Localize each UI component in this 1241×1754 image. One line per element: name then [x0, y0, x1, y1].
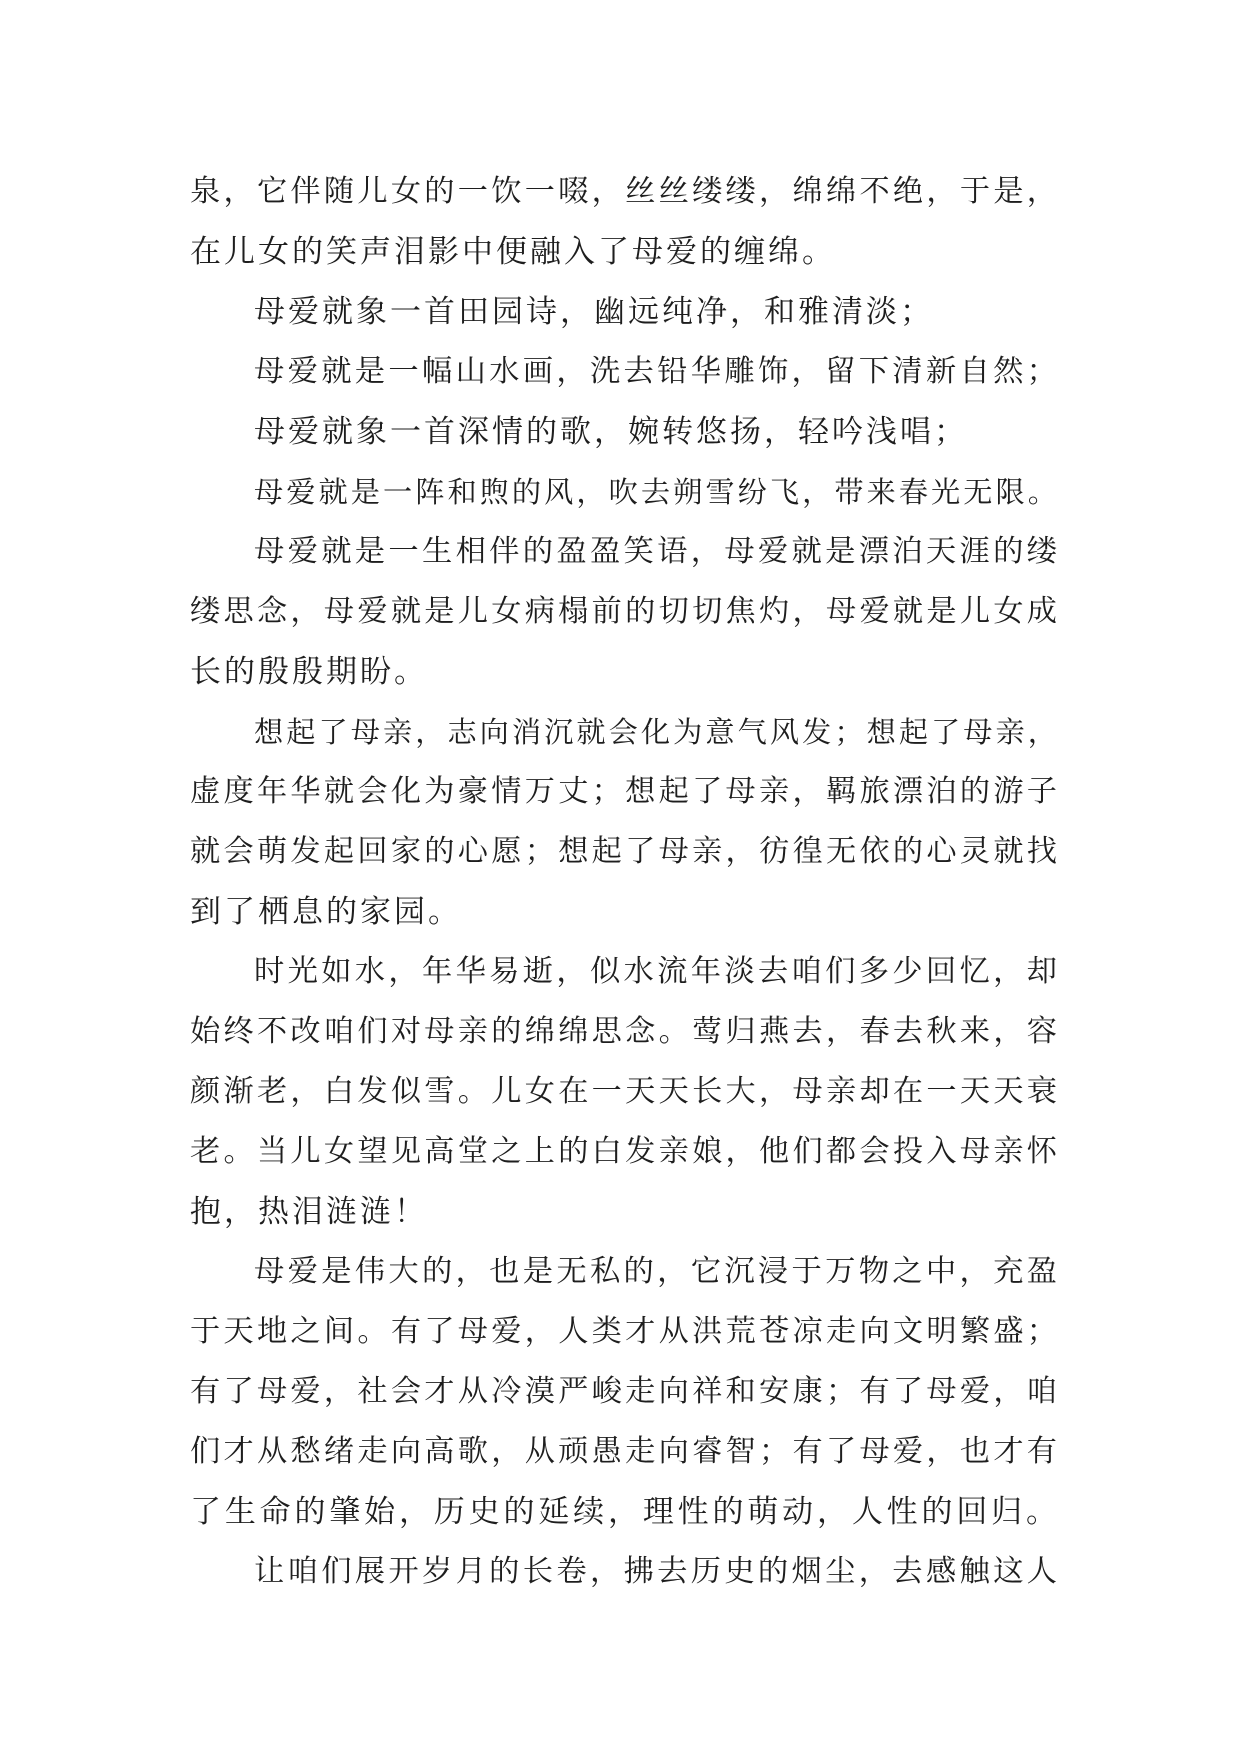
text-line: 有了母爱，社会才从冷漠严峻走向祥和安康；有了母爱，咱: [190, 1374, 1060, 1409]
text-line: 母爱就象一首田园诗，幽远纯净，和雅清淡；: [254, 294, 934, 330]
text-line: 就会萌发起回家的心愿；想起了母亲，彷徨无依的心灵就找: [190, 834, 1060, 869]
text-line: 想起了母亲，志向消沉就会化为意气风发；想起了母亲，: [254, 715, 1060, 749]
text-line: 抱，热泪涟涟！: [190, 1194, 428, 1230]
text-line: 母爱是伟大的，也是无私的，它沉浸于万物之中，充盈: [254, 1254, 1060, 1289]
text-line: 缕思念，母爱就是儿女病榻前的切切焦灼，母爱就是儿女成: [190, 594, 1060, 629]
text-line: 始终不改咱们对母亲的绵绵思念。莺归燕去，春去秋来，容: [190, 1014, 1060, 1049]
text-line: 让咱们展开岁月的长卷，拂去历史的烟尘，去感触这人: [254, 1554, 1060, 1589]
text-line: 泉，它伴随儿女的一饮一啜，丝丝缕缕，绵绵不绝，于是，: [190, 174, 1060, 209]
text-line: 了生命的肇始，历史的延续，理性的萌动，人性的回归。: [190, 1494, 1060, 1530]
text-line: 们才从愁绪走向高歌，从顽愚走向睿智；有了母爱，也才有: [190, 1434, 1060, 1469]
text-line: 母爱就是一生相伴的盈盈笑语，母爱就是漂泊天涯的缕: [254, 534, 1060, 569]
text-line: 母爱就象一首深情的歌，婉转悠扬，轻吟浅唱；: [254, 414, 968, 450]
text-line: 于天地之间。有了母爱，人类才从洪荒苍凉走向文明繁盛；: [190, 1314, 1060, 1349]
body-text: [190, 162, 1060, 1602]
text-line: 母爱就是一阵和煦的风，吹去朔雪纷飞，带来春光无限。: [254, 475, 1060, 509]
text-line: 母爱就是一幅山水画，洗去铅华雕饰，留下清新自然；: [254, 354, 1060, 389]
text-line: 时光如水，年华易逝，似水流年淡去咱们多少回忆，却: [254, 954, 1060, 989]
text-line: 颜渐老，白发似雪。儿女在一天天长大，母亲却在一天天衰: [190, 1074, 1060, 1109]
text-line: 长的殷殷期盼。: [190, 654, 428, 690]
text-line: 老。当儿女望见高堂之上的白发亲娘，他们都会投入母亲怀: [190, 1134, 1060, 1169]
text-line: 在儿女的笑声泪影中便融入了母爱的缠绵。: [190, 234, 836, 270]
text-line: 到了栖息的家园。: [190, 894, 462, 930]
text-line: 虚度年华就会化为豪情万丈；想起了母亲，羁旅漂泊的游子: [190, 774, 1060, 809]
